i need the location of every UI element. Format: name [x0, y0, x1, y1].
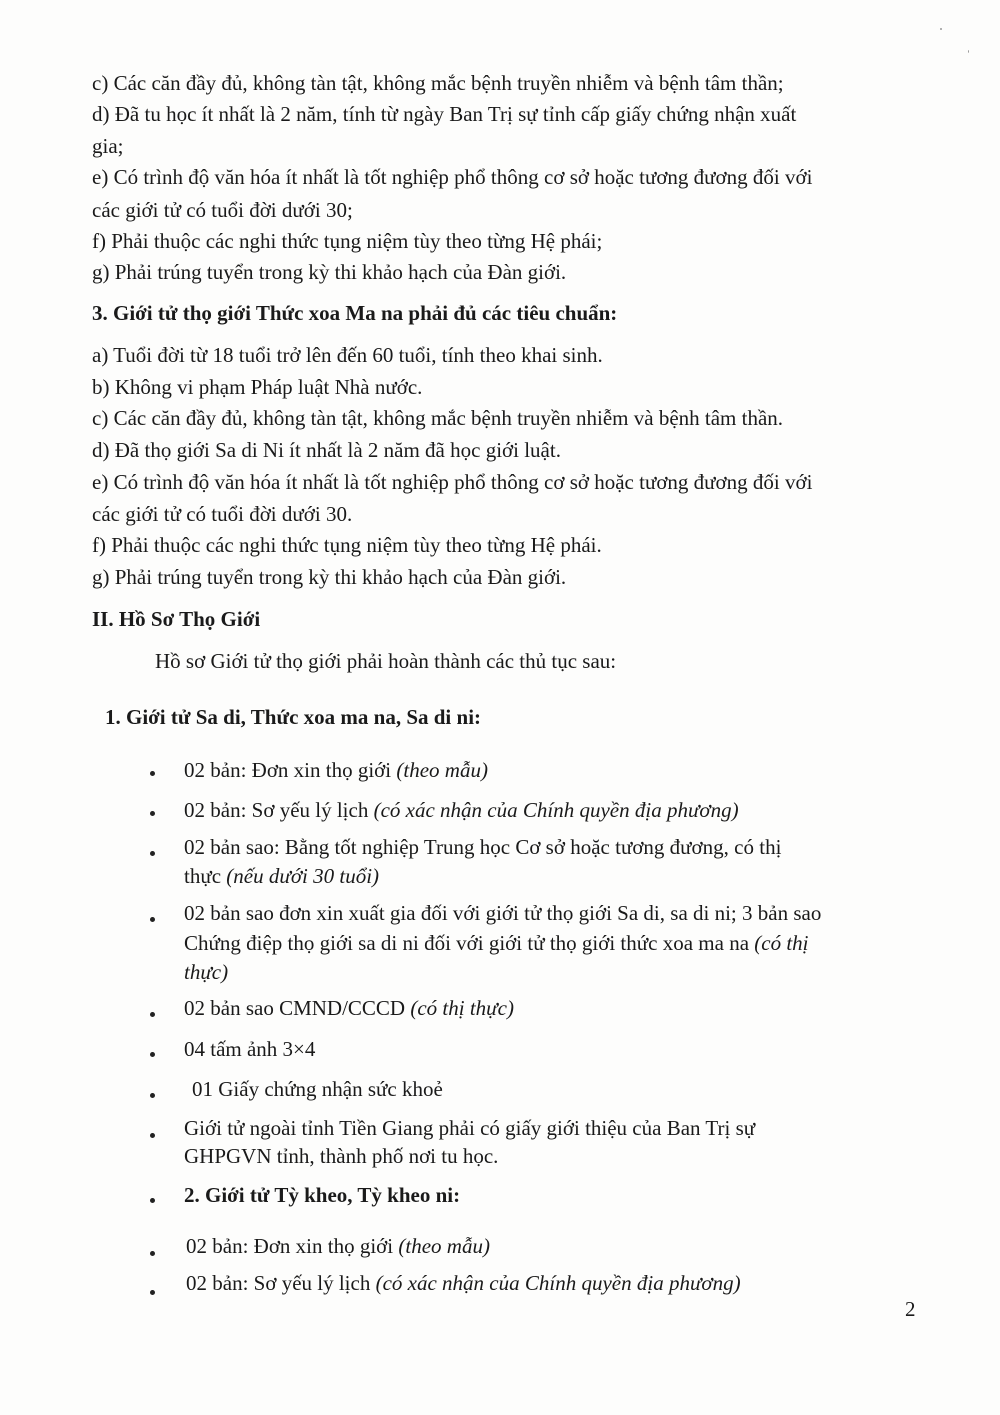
- list-item: 01 Giấy chứng nhận sức khoẻ: [192, 1077, 443, 1101]
- bullet-icon: [150, 811, 155, 816]
- bullet-icon: [150, 1093, 155, 1098]
- list-item-continuation: GHPGVN tỉnh, thành phố nơi tu học.: [184, 1144, 499, 1168]
- bullet-icon: [150, 1198, 155, 1203]
- section-3-g: g) Phải trúng tuyển trong kỳ thi khảo hạch của Đàn giới.: [92, 565, 567, 589]
- section-3-f: f) Phải thuộc các nghi thức tụng niệm tùy theo từng Hệ phái.: [92, 533, 602, 557]
- section-3-c: c) Các căn đầy đủ, không tàn tật, không mắc bệnh truyền nhiễm và bệnh tâm thần.: [92, 406, 784, 430]
- section-3-a: a) Tuổi đời từ 18 tuổi trở lên đến 60 tuổi, tính theo khai sinh.: [92, 343, 603, 367]
- list-item: 04 tấm ảnh 3×4: [184, 1037, 316, 1061]
- bullet-icon: [150, 1012, 155, 1017]
- list-item-continuation: thực): [184, 960, 229, 984]
- list-item: 02 bản sao CMND/CCCD (có thị thực): [184, 996, 514, 1020]
- list-item: 02 bản: Sơ yếu lý lịch (có xác nhận của Chính quyền địa phương): [186, 1271, 741, 1295]
- section-3-b: b) Không vi phạm Pháp luật Nhà nước.: [92, 375, 423, 399]
- list-item: 02 bản: Đơn xin thọ giới (theo mẫu): [184, 758, 488, 782]
- list-item-continuation: thực (nếu dưới 30 tuổi): [184, 864, 380, 888]
- part-2-intro: Hồ sơ Giới tử thọ giới phải hoàn thành các thủ tục sau:: [155, 649, 617, 673]
- part-2-heading: II. Hồ Sơ Thọ Giới: [92, 607, 261, 631]
- scan-speck: [968, 50, 969, 53]
- bullet-icon: [150, 1251, 155, 1256]
- section-3-d: d) Đã thọ giới Sa di Ni ít nhất là 2 năm đã học giới luật.: [92, 438, 561, 462]
- criterion-c: c) Các căn đầy đủ, không tàn tật, không mắc bệnh truyền nhiễm và bệnh tâm thần;: [92, 71, 784, 95]
- criterion-d-line2: gia;: [92, 134, 124, 158]
- section-3-e-line2: các giới tử có tuổi đời dưới 30.: [92, 502, 353, 526]
- bullet-icon: [150, 771, 155, 776]
- bullet-icon: [150, 917, 155, 922]
- criterion-e-line2: các giới tử có tuổi đời dưới 30;: [92, 198, 353, 222]
- group-1-heading: 1. Giới tử Sa di, Thức xoa ma na, Sa di ni:: [105, 705, 482, 729]
- bullet-icon: [150, 1052, 155, 1057]
- criterion-e-line1: e) Có trình độ văn hóa ít nhất là tốt nghiệp phổ thông cơ sở hoặc tương đương đối với: [92, 165, 813, 189]
- bullet-icon: [150, 851, 155, 856]
- criterion-g: g) Phải trúng tuyển trong kỳ thi khảo hạch của Đàn giới.: [92, 260, 567, 284]
- page-number: 2: [905, 1297, 916, 1321]
- group-2-heading: 2. Giới tử Tỳ kheo, Tỳ kheo ni:: [184, 1183, 461, 1207]
- list-item: Giới tử ngoài tỉnh Tiền Giang phải có giấy giới thiệu của Ban Trị sự: [184, 1116, 756, 1140]
- list-item: 02 bản sao đơn xin xuất gia đối với giới tử thọ giới Sa di, sa di ni; 3 bản sao: [184, 901, 822, 925]
- list-item: 02 bản: Sơ yếu lý lịch (có xác nhận của Chính quyền địa phương): [184, 798, 739, 822]
- list-item: 02 bản sao: Bằng tốt nghiệp Trung học Cơ sở hoặc tương đương, có thị: [184, 835, 782, 859]
- bullet-icon: [150, 1133, 155, 1138]
- section-3-heading: 3. Giới tử thọ giới Thức xoa Ma na phải đủ các tiêu chuẩn:: [92, 301, 618, 325]
- bullet-icon: [150, 1290, 155, 1295]
- criterion-d-line1: d) Đã tu học ít nhất là 2 năm, tính từ ngày Ban Trị sự tỉnh cấp giấy chứng nhận xuất: [92, 102, 797, 126]
- list-item: 02 bản: Đơn xin thọ giới (theo mẫu): [186, 1234, 490, 1258]
- scan-speck: [940, 28, 942, 30]
- criterion-f: f) Phải thuộc các nghi thức tụng niệm tùy theo từng Hệ phái;: [92, 229, 603, 253]
- list-item-continuation: Chứng điệp thọ giới sa di ni đối với giới tử thọ giới thức xoa ma na (có thị: [184, 931, 809, 955]
- section-3-e-line1: e) Có trình độ văn hóa ít nhất là tốt nghiệp phổ thông cơ sở hoặc tương đương đối với: [92, 470, 813, 494]
